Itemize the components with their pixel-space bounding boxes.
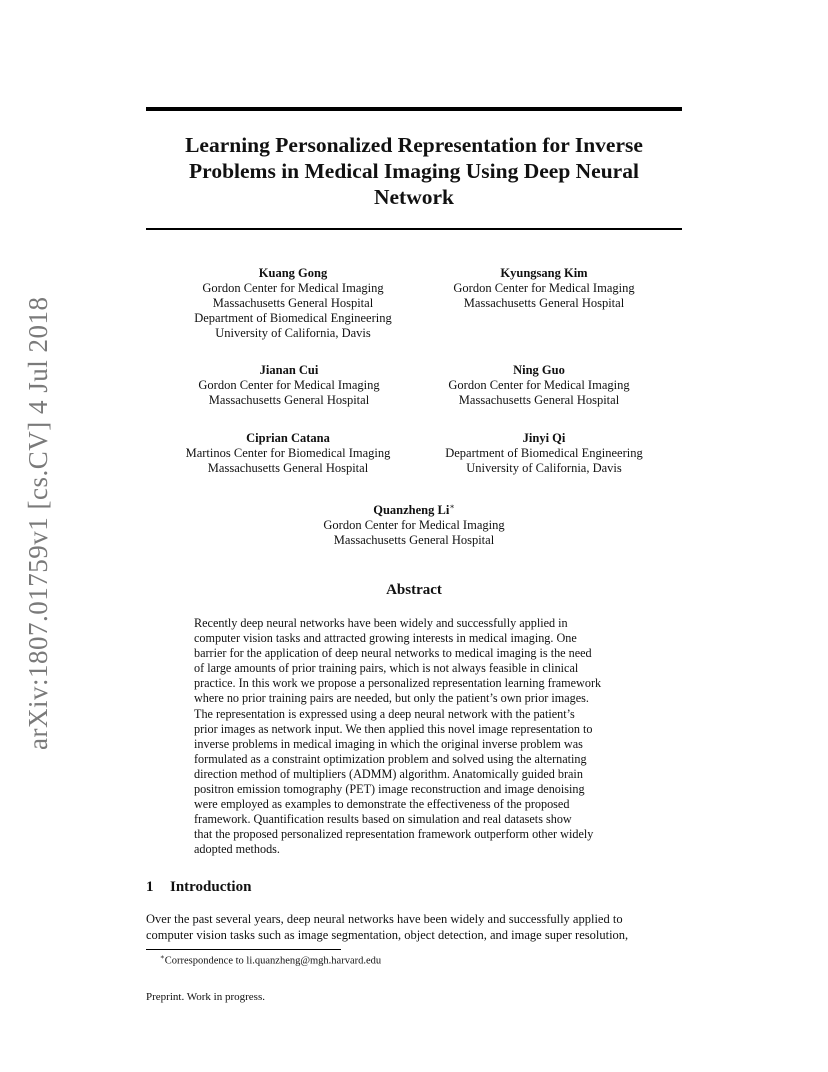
abstract-line: The representation is expressed using a deep neural network with the patient’s <box>194 706 575 721</box>
abstract-line: adopted methods. <box>194 842 280 857</box>
author-name: Jinyi Qi <box>522 431 566 445</box>
author-affiliation: Gordon Center for Medical Imaging <box>202 281 384 295</box>
preprint-note: Preprint. Work in progress. <box>146 991 265 1003</box>
abstract-line: barrier for the application of deep neural networks to medical imaging is the need <box>194 646 592 661</box>
abstract-line: prior images as network input. We then applied this novel image representation to <box>194 721 593 736</box>
arxiv-stamp: arXiv:1807.01759v1 [cs.CV] 4 Jul 2018 <box>23 296 53 750</box>
author-block <box>426 266 662 311</box>
author-affiliation: Gordon Center for Medical Imaging <box>323 518 505 533</box>
author-affiliation: Massachusetts General Hospital <box>208 393 370 407</box>
author-affiliation: Martinos Center for Biomedical Imaging <box>185 446 391 460</box>
footnote-marker: ∗ <box>449 502 455 511</box>
author-affiliation: Department of Biomedical Engineering <box>194 311 392 325</box>
author-block <box>176 363 402 408</box>
section-number: 1 <box>146 879 154 895</box>
title-line: Learning Personalized Representation for Inverse <box>185 133 643 157</box>
author-affiliation: Massachusetts General Hospital <box>207 461 369 475</box>
author-affiliation: University of California, Davis <box>215 326 371 340</box>
abstract-line: direction method of multipliers (ADMM) algorithm. Anatomically guided brain <box>194 766 583 781</box>
author-affiliation: Massachusetts General Hospital <box>212 296 374 310</box>
title-top-rule <box>146 107 682 111</box>
abstract-line: where no prior training pairs are needed, but only the patient’s own prior images. <box>194 691 589 706</box>
section-title: Introduction <box>170 879 252 895</box>
author-affiliation: Gordon Center for Medical Imaging <box>453 281 635 295</box>
author-name: Kyungsang Kim <box>500 266 588 280</box>
footnote-rule <box>146 949 341 950</box>
title-line: Problems in Medical Imaging Using Deep Neural <box>189 159 639 183</box>
author-block <box>176 266 410 341</box>
abstract-line: that the proposed personalized representation framework outperform other widely <box>194 827 594 842</box>
author-name-text: Quanzheng Li <box>373 503 450 518</box>
paper-title <box>146 132 682 210</box>
footnote-mark: ∗ <box>160 953 165 961</box>
author-name: Ciprian Catana <box>246 431 330 445</box>
abstract-line: of large amounts of prior training pairs, which is not always feasible in clinical <box>194 661 579 676</box>
abstract-line: Recently deep neural networks have been widely and successfully applied in <box>194 616 568 630</box>
footnote-text: Correspondence to li.quanzheng@mgh.harvard.edu <box>164 955 382 967</box>
author-block <box>166 431 410 476</box>
author-name: Ning Guo <box>513 363 565 377</box>
author-affiliation: Massachusetts General Hospital <box>458 393 620 407</box>
abstract-line: framework. Quantification results based on simulation and real datasets show <box>194 812 572 827</box>
abstract-line: inverse problems in medical imaging in which the original inverse problem was <box>194 736 583 751</box>
abstract-line: positron emission tomography (PET) image reconstruction and image denoising <box>194 782 585 797</box>
abstract-heading: Abstract <box>386 582 442 598</box>
author-block <box>426 363 652 408</box>
author-block <box>294 499 534 548</box>
abstract-line: practice. In this work we propose a personalized representation learning framework <box>194 676 602 691</box>
footnote <box>160 953 381 967</box>
author-affiliation: Department of Biomedical Engineering <box>445 446 643 460</box>
intro-body <box>146 912 686 943</box>
abstract-body <box>194 616 634 858</box>
intro-line: computer vision tasks such as image segmentation, object detection, and image super resolution, <box>146 927 629 942</box>
title-bottom-rule <box>146 228 682 230</box>
author-affiliation: Gordon Center for Medical Imaging <box>448 378 630 392</box>
title-line: Network <box>373 185 454 209</box>
section-heading <box>146 879 251 896</box>
author-name: Jianan Cui <box>259 363 319 377</box>
author-affiliation: Gordon Center for Medical Imaging <box>198 378 380 392</box>
author-affiliation: University of California, Davis <box>466 461 622 475</box>
author-name: Kuang Gong <box>258 266 328 280</box>
abstract-line: computer vision tasks and attracted growing interests in medical imaging. One <box>194 631 577 646</box>
intro-line: Over the past several years, deep neural networks have been widely and successfully applied to <box>146 912 623 926</box>
abstract-line: were employed as examples to demonstrate the effectiveness of the proposed <box>194 797 570 812</box>
author-affiliation: Massachusetts General Hospital <box>463 296 625 310</box>
author-block <box>426 431 662 476</box>
author-name <box>294 499 534 518</box>
author-affiliation: Massachusetts General Hospital <box>333 533 495 548</box>
abstract-line: formulated as a constraint optimization problem and solved using the alternating <box>194 751 587 766</box>
